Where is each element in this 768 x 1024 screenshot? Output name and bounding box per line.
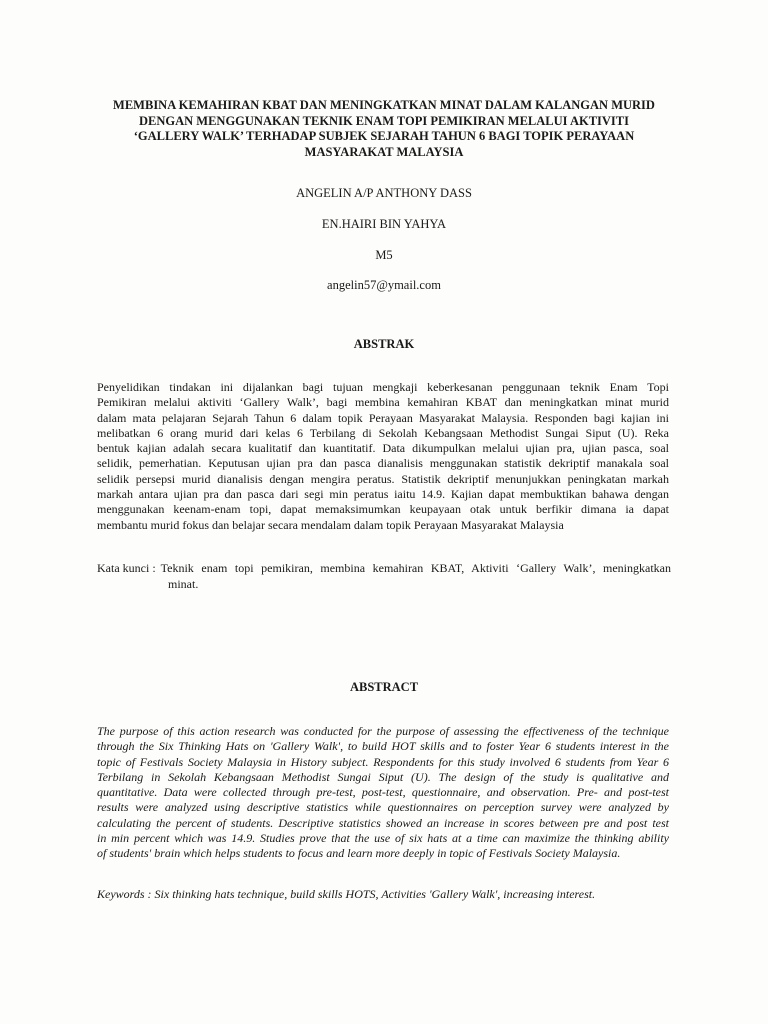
title-line: MEMBINA KEMAHIRAN KBAT DAN MENINGKATKAN MINAT DALAM KALANGAN MURID (113, 98, 655, 112)
kata-kunci-label: Kata kunci : (97, 561, 156, 575)
abstrak-line: membantu murid fokus dan belajar secara mendalam dalam topik Perayaan Masyarakat Malaysia (97, 517, 564, 532)
abstract-line: in min percent which was 14.9. Studies prove that the use of six hats at a time can maximize the thinking ability (97, 831, 669, 846)
abstrak-heading: ABSTRAK (353, 337, 415, 351)
abstract-line: of students' brain which helps students to focus and learn more deeply in topic of Festivals Society Malaysia. (97, 846, 621, 861)
abstrak-line: markah antara ujian pra dan pasca dari segi min peratus iaitu 14.9. Kajian dapat membuktikan bahawa dengan (97, 487, 669, 502)
abstract-line: The purpose of this action research was conducted for the purpose of assessing the effectiveness of the technique (97, 724, 669, 738)
kata-kunci-text: Teknik enam topi pemikiran, membina kemahiran KBAT, Aktiviti ‘Gallery Walk’, meningkatkan (160, 561, 671, 575)
abstrak-line: selidik persepsi murid dianalisis dengan mengira peratus. Statistik dekriptif menunjukkan peningkatan markah (97, 471, 669, 486)
abstract-line: quantitative. Data were collected through pre-test, post-test, questionnaire, and observation. Pre- and post-test (97, 785, 669, 800)
abstract-body (97, 724, 669, 862)
abstract-heading: ABSTRACT (349, 680, 419, 694)
paper-title (96, 98, 672, 160)
group-code: M5 (375, 248, 393, 262)
abstrak-line: menggunakan keenam-enam topi, dapat memaksimumkan keupayaan otak untuk berfikir dimana ia dapat (97, 502, 669, 517)
keywords-line: Keywords : Six thinking hats technique, build skills HOTS, Activities 'Gallery Walk', increasing interest. (97, 887, 596, 901)
abstrak-line: dalam mata pelajaran Sejarah Tahun 6 dalam topik Perayaan Masyarakat Malaysia. Responden bagi kajian ini (97, 410, 669, 425)
abstract-line: calculating the percent of students. Descriptive statistics showed an increase in scores between pre and post test (97, 815, 669, 830)
abstrak-line: selidik, pemerhatian. Keputusan ujian pra dan pasca dianalisis menggunakan statistik dekriptif manakala soal (97, 456, 669, 471)
supervisor-name: EN.HAIRI BIN YAHYA (321, 217, 447, 231)
kata-kunci (97, 561, 671, 592)
author-email: angelin57@ymail.com (327, 278, 441, 292)
title-line: ‘GALLERY WALK’ TERHADAP SUBJEK SEJARAH TAHUN 6 BAGI TOPIK PERAYAAN (133, 129, 635, 143)
abstrak-line: bentuk kajian adalah secara kualitatif dan kuantitatif. Data dikumpulkan melalui ujian pra, ujian pasca, soal (97, 441, 669, 456)
author-name: ANGELIN A/P ANTHONY DASS (296, 186, 472, 200)
abstrak-line: melibatkan 6 orang murid dari kelas 6 Terbilang di Sekolah Kebangsaan Methodist Sungai Siput (U). Reka (97, 425, 669, 440)
abstrak-body (97, 380, 669, 533)
abstract-line: results were analyzed using descriptive statistics while questionnaires on perception survey were analyzed by (97, 800, 669, 815)
title-line: DENGAN MENGGUNAKAN TEKNIK ENAM TOPI PEMIKIRAN MELALUI AKTIVITI (139, 113, 629, 128)
title-line: MASYARAKAT MALAYSIA (304, 144, 464, 159)
abstrak-line: Pemikiran melalui aktiviti ‘Gallery Walk’, bagi membina kemahiran KBAT dan meningkatkan minat murid (97, 395, 669, 410)
abstract-line: Terbilang in Sekolah Kebangsaan Methodist Sungai Siput (U). The design of the study is qualitative and (97, 769, 669, 784)
abstrak-line: Penyelidikan tindakan ini dijalankan bagi tujuan mengkaji keberkesanan penggunaan teknik Enam Topi (97, 380, 669, 394)
kata-kunci-text-cont: minat. (168, 576, 199, 591)
abstract-line: topic of Festivals Society Malaysia in History subject. Respondents for this study involved 6 students from Year 6 (97, 754, 669, 769)
abstract-line: through the Six Thinking Hats on 'Gallery Walk', to build HOT skills and to foster Year 6 students interest in the (97, 739, 669, 754)
